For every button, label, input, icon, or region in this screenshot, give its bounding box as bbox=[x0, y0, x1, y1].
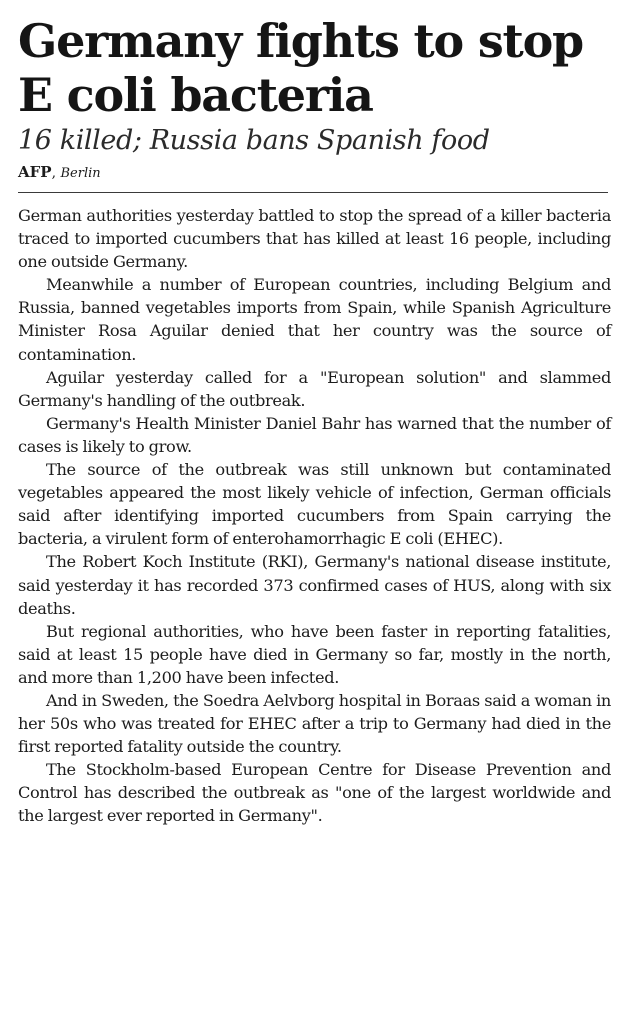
paragraph: And in Sweden, the Soedra Aelvborg hospital in Boraas said a woman in her 50s who was treated for EHEC after a trip to Germany had died in the first reported fatality outside the country. bbox=[18, 690, 611, 757]
byline bbox=[18, 162, 611, 184]
headline: Germany fights to stop E coli bacteria bbox=[18, 14, 584, 122]
subheadline: 16 killed; Russia bans Spanish food bbox=[18, 125, 490, 156]
paragraph: German authorities yesterday battled to stop the spread of a killer bacteria traced to imported cucumbers that has killed at least 16 people, including one outside Germany. bbox=[18, 206, 611, 272]
paragraph: Aguilar yesterday called for a "European solution" and slammed Germany's handling of the outbreak. bbox=[18, 367, 611, 410]
byline-agency: AFP bbox=[18, 163, 52, 181]
paragraph: Meanwhile a number of European countries, including Belgium and Russia, banned vegetables imports from Spain, while Spanish Agriculture Minister Rosa Aguilar denied that her country was the source of contamination. bbox=[18, 275, 611, 364]
paragraph: Germany's Health Minister Daniel Bahr has warned that the number of cases is likely to grow. bbox=[18, 413, 611, 456]
byline-location: Berlin bbox=[60, 166, 101, 181]
paragraph: The Stockholm-based European Centre for Disease Prevention and Control has described the outbreak as "one of the largest worldwide and the largest ever reported in Germany". bbox=[18, 760, 611, 826]
divider-rule bbox=[18, 192, 608, 193]
news-article bbox=[18, 14, 611, 828]
paragraph: But regional authorities, who have been faster in reporting fatalities, said at least 15 people have died in Germany so far, mostly in the north, and more than 1,200 have been infected. bbox=[18, 621, 611, 687]
article-body bbox=[18, 204, 611, 828]
paragraph: The Robert Koch Institute (RKI), Germany's national disease institute, said yesterday it has recorded 373 confirmed cases of HUS, along with six deaths. bbox=[18, 552, 611, 618]
byline-separator: , bbox=[51, 165, 61, 181]
paragraph: The source of the outbreak was still unknown but contaminated vegetables appeared the most likely vehicle of infection, German officials said after identifying imported cucumbers from Spain carrying the bacteria, a virulent form of enterohamorrhagic E coli (EHEC). bbox=[18, 460, 611, 549]
